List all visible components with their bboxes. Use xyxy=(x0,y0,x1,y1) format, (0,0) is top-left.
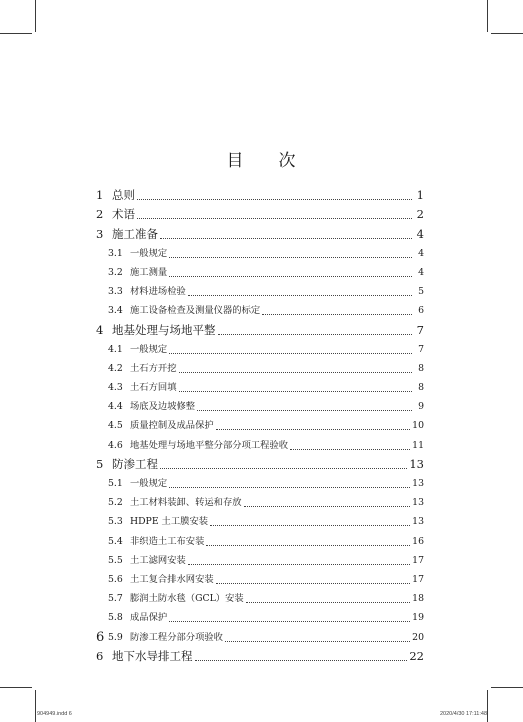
toc-entry-label: 材料进场检验 xyxy=(130,286,186,298)
toc-leader-dots xyxy=(160,467,407,469)
toc-entry-page: 7 xyxy=(416,322,424,337)
toc-entry-page: 13 xyxy=(412,516,424,528)
toc-entry-page: 20 xyxy=(412,631,424,643)
toc-section-entry[interactable] xyxy=(96,492,424,511)
toc-entry-label: 非织造土工布安装 xyxy=(130,535,205,547)
toc-entry-number: 5.7 xyxy=(108,593,123,605)
toc-entry-number: 3.3 xyxy=(108,286,123,298)
toc-leader-dots xyxy=(169,352,412,354)
toc-entry-label: 土工滤网安装 xyxy=(130,554,186,566)
toc-entry-page: 19 xyxy=(412,612,424,624)
toc-entry-page: 13 xyxy=(409,456,424,471)
footer-timestamp: 2020/4/30 17:11:48 xyxy=(440,711,487,717)
toc-entry-number: 3.4 xyxy=(108,305,123,317)
toc-chapter-entry[interactable] xyxy=(96,204,424,223)
toc-leader-dots xyxy=(262,313,412,315)
toc-entry-page: 4 xyxy=(418,266,424,278)
toc-entry-page: 10 xyxy=(412,420,424,432)
toc-entry-number: 3.2 xyxy=(108,266,123,278)
toc-entry-number: 5.8 xyxy=(108,612,123,624)
table-of-contents xyxy=(96,185,424,665)
toc-leader-dots xyxy=(169,620,410,622)
toc-entry-label: 防渗工程 xyxy=(112,456,158,471)
crop-mark-top-left-vertical xyxy=(35,0,36,32)
toc-entry-label: 一般规定 xyxy=(130,343,168,355)
toc-entry-label: 地下水导排工程 xyxy=(112,648,193,663)
toc-entry-page: 16 xyxy=(412,535,424,547)
toc-entry-page: 8 xyxy=(418,382,424,394)
toc-section-entry[interactable] xyxy=(96,243,424,262)
toc-leader-dots xyxy=(206,544,410,546)
toc-leader-dots xyxy=(169,486,410,488)
crop-mark-bottom-left-vertical xyxy=(35,690,36,722)
toc-chapter-entry[interactable] xyxy=(96,646,424,665)
toc-chapter-entry[interactable] xyxy=(96,185,424,204)
toc-entry-number: 5.1 xyxy=(108,478,123,489)
toc-leader-dots xyxy=(169,256,412,258)
toc-entry-label: 一般规定 xyxy=(130,247,168,259)
toc-entry-label: 施工准备 xyxy=(112,226,158,241)
toc-entry-number: 5.3 xyxy=(108,516,123,528)
footer-file-name: 904949.indd 6 xyxy=(37,711,72,717)
toc-section-entry[interactable] xyxy=(96,511,424,530)
toc-entry-label: 施工测量 xyxy=(130,266,168,278)
toc-entry-label: 一般规定 xyxy=(130,478,168,489)
crop-mark-top-left-horizontal xyxy=(0,33,32,34)
toc-entry-number: 5.2 xyxy=(108,497,123,509)
title-char-2: 次 xyxy=(278,151,297,171)
toc-entry-page: 6 xyxy=(418,305,424,317)
toc-entry-label: 施工设备检查及测量仪器的标定 xyxy=(130,305,261,317)
toc-entry-label: 土工材料装卸、转运和存放 xyxy=(130,497,242,509)
toc-entry-page: 13 xyxy=(412,478,424,489)
toc-section-entry[interactable] xyxy=(96,396,424,415)
toc-leader-dots xyxy=(210,524,410,526)
toc-chapter-entry[interactable] xyxy=(96,454,424,473)
toc-section-entry[interactable] xyxy=(96,588,424,607)
toc-section-entry[interactable] xyxy=(96,415,424,434)
toc-entry-number: 2 xyxy=(96,207,104,222)
toc-section-entry[interactable] xyxy=(96,607,424,626)
toc-entry-label: 成品保护 xyxy=(130,612,168,624)
crop-mark-bottom-right-vertical xyxy=(487,690,488,722)
toc-entry-number: 4.3 xyxy=(108,382,123,394)
toc-section-entry[interactable] xyxy=(96,300,424,319)
toc-section-entry[interactable] xyxy=(96,530,424,549)
toc-leader-dots xyxy=(218,333,413,335)
toc-entry-page: 11 xyxy=(412,439,424,451)
toc-section-entry[interactable] xyxy=(96,377,424,396)
crop-mark-bottom-left-horizontal xyxy=(0,687,32,688)
toc-leader-dots xyxy=(197,409,412,411)
toc-entry-label: 场底及边坡修整 xyxy=(130,401,196,413)
toc-entry-page: 4 xyxy=(418,247,424,259)
toc-leader-dots xyxy=(216,582,410,584)
toc-section-entry[interactable] xyxy=(96,281,424,300)
toc-section-entry[interactable] xyxy=(96,339,424,358)
toc-section-entry[interactable] xyxy=(96,473,424,492)
toc-section-entry[interactable] xyxy=(96,358,424,377)
toc-leader-dots xyxy=(179,390,413,392)
toc-leader-dots xyxy=(179,371,413,373)
toc-section-entry[interactable] xyxy=(96,569,424,588)
toc-entry-page: 2 xyxy=(416,207,424,222)
toc-leader-dots xyxy=(244,505,411,507)
toc-entry-number: 4.1 xyxy=(108,343,123,355)
toc-leader-dots xyxy=(188,294,412,296)
toc-entry-number: 5.6 xyxy=(108,573,123,585)
toc-entry-page: 1 xyxy=(416,188,424,203)
toc-entry-number: 3.1 xyxy=(108,247,123,259)
toc-entry-page: 18 xyxy=(412,593,424,605)
toc-entry-number: 5.9 xyxy=(108,631,123,643)
toc-entry-label: 术语 xyxy=(112,207,135,222)
toc-entry-label: 土石方开挖 xyxy=(130,362,177,374)
toc-entry-label: 地基处理与场地平整 xyxy=(112,322,216,337)
toc-entry-number: 5.5 xyxy=(108,554,123,566)
toc-section-entry[interactable] xyxy=(96,626,424,645)
toc-entry-number: 4.5 xyxy=(108,420,123,432)
toc-entry-number: 5 xyxy=(96,456,104,471)
toc-entry-label: 质量控制及成品保护 xyxy=(130,420,214,432)
toc-leader-dots xyxy=(188,563,410,565)
page-number: 6 xyxy=(96,630,105,645)
toc-entry-number: 4.4 xyxy=(108,401,123,413)
toc-chapter-entry[interactable] xyxy=(96,319,424,338)
toc-entry-page: 7 xyxy=(418,343,424,355)
toc-leader-dots xyxy=(216,428,410,430)
toc-entry-number: 3 xyxy=(96,226,104,241)
toc-leader-dots xyxy=(169,275,412,277)
toc-leader-dots xyxy=(225,640,410,642)
toc-entry-label: 总则 xyxy=(112,188,135,203)
crop-mark-bottom-right-horizontal xyxy=(491,687,523,688)
title-char-1: 目 xyxy=(226,151,245,171)
crop-mark-top-right-vertical xyxy=(487,0,488,32)
toc-entry-page: 13 xyxy=(412,497,424,509)
toc-entry-number: 1 xyxy=(96,188,104,203)
toc-entry-page: 9 xyxy=(418,401,424,413)
toc-entry-number: 4 xyxy=(96,322,104,337)
toc-entry-number: 4.6 xyxy=(108,439,123,451)
toc-leader-dots xyxy=(137,198,412,200)
toc-section-entry[interactable] xyxy=(96,262,424,281)
toc-entry-label: HDPE 土工膜安装 xyxy=(130,516,209,528)
crop-mark-top-right-horizontal xyxy=(491,33,523,34)
toc-entry-page: 22 xyxy=(409,648,424,663)
toc-entry-label: 土石方回填 xyxy=(130,382,177,394)
toc-entry-label: 防渗工程分部分项验收 xyxy=(130,631,223,643)
toc-leader-dots xyxy=(137,217,412,219)
toc-entry-page: 5 xyxy=(418,286,424,298)
toc-entry-label: 膨润土防水毯（GCL）安装 xyxy=(130,593,244,605)
toc-leader-dots xyxy=(195,659,408,661)
toc-entry-page: 17 xyxy=(412,573,424,585)
toc-entry-label: 地基处理与场地平整分部分项工程验收 xyxy=(130,439,289,451)
page-title xyxy=(0,146,523,171)
toc-entry-number: 6 xyxy=(96,648,104,663)
toc-entry-label: 土工复合排水网安装 xyxy=(130,573,214,585)
toc-section-entry[interactable] xyxy=(96,434,424,453)
toc-entry-page: 17 xyxy=(412,554,424,566)
toc-entry-number: 4.2 xyxy=(108,362,123,374)
toc-section-entry[interactable] xyxy=(96,550,424,569)
toc-leader-dots xyxy=(290,448,410,450)
toc-leader-dots xyxy=(160,237,412,239)
toc-entry-page: 8 xyxy=(418,362,424,374)
toc-chapter-entry[interactable] xyxy=(96,223,424,242)
toc-leader-dots xyxy=(246,601,410,603)
toc-entry-page: 4 xyxy=(416,226,424,241)
toc-entry-number: 5.4 xyxy=(108,535,123,547)
